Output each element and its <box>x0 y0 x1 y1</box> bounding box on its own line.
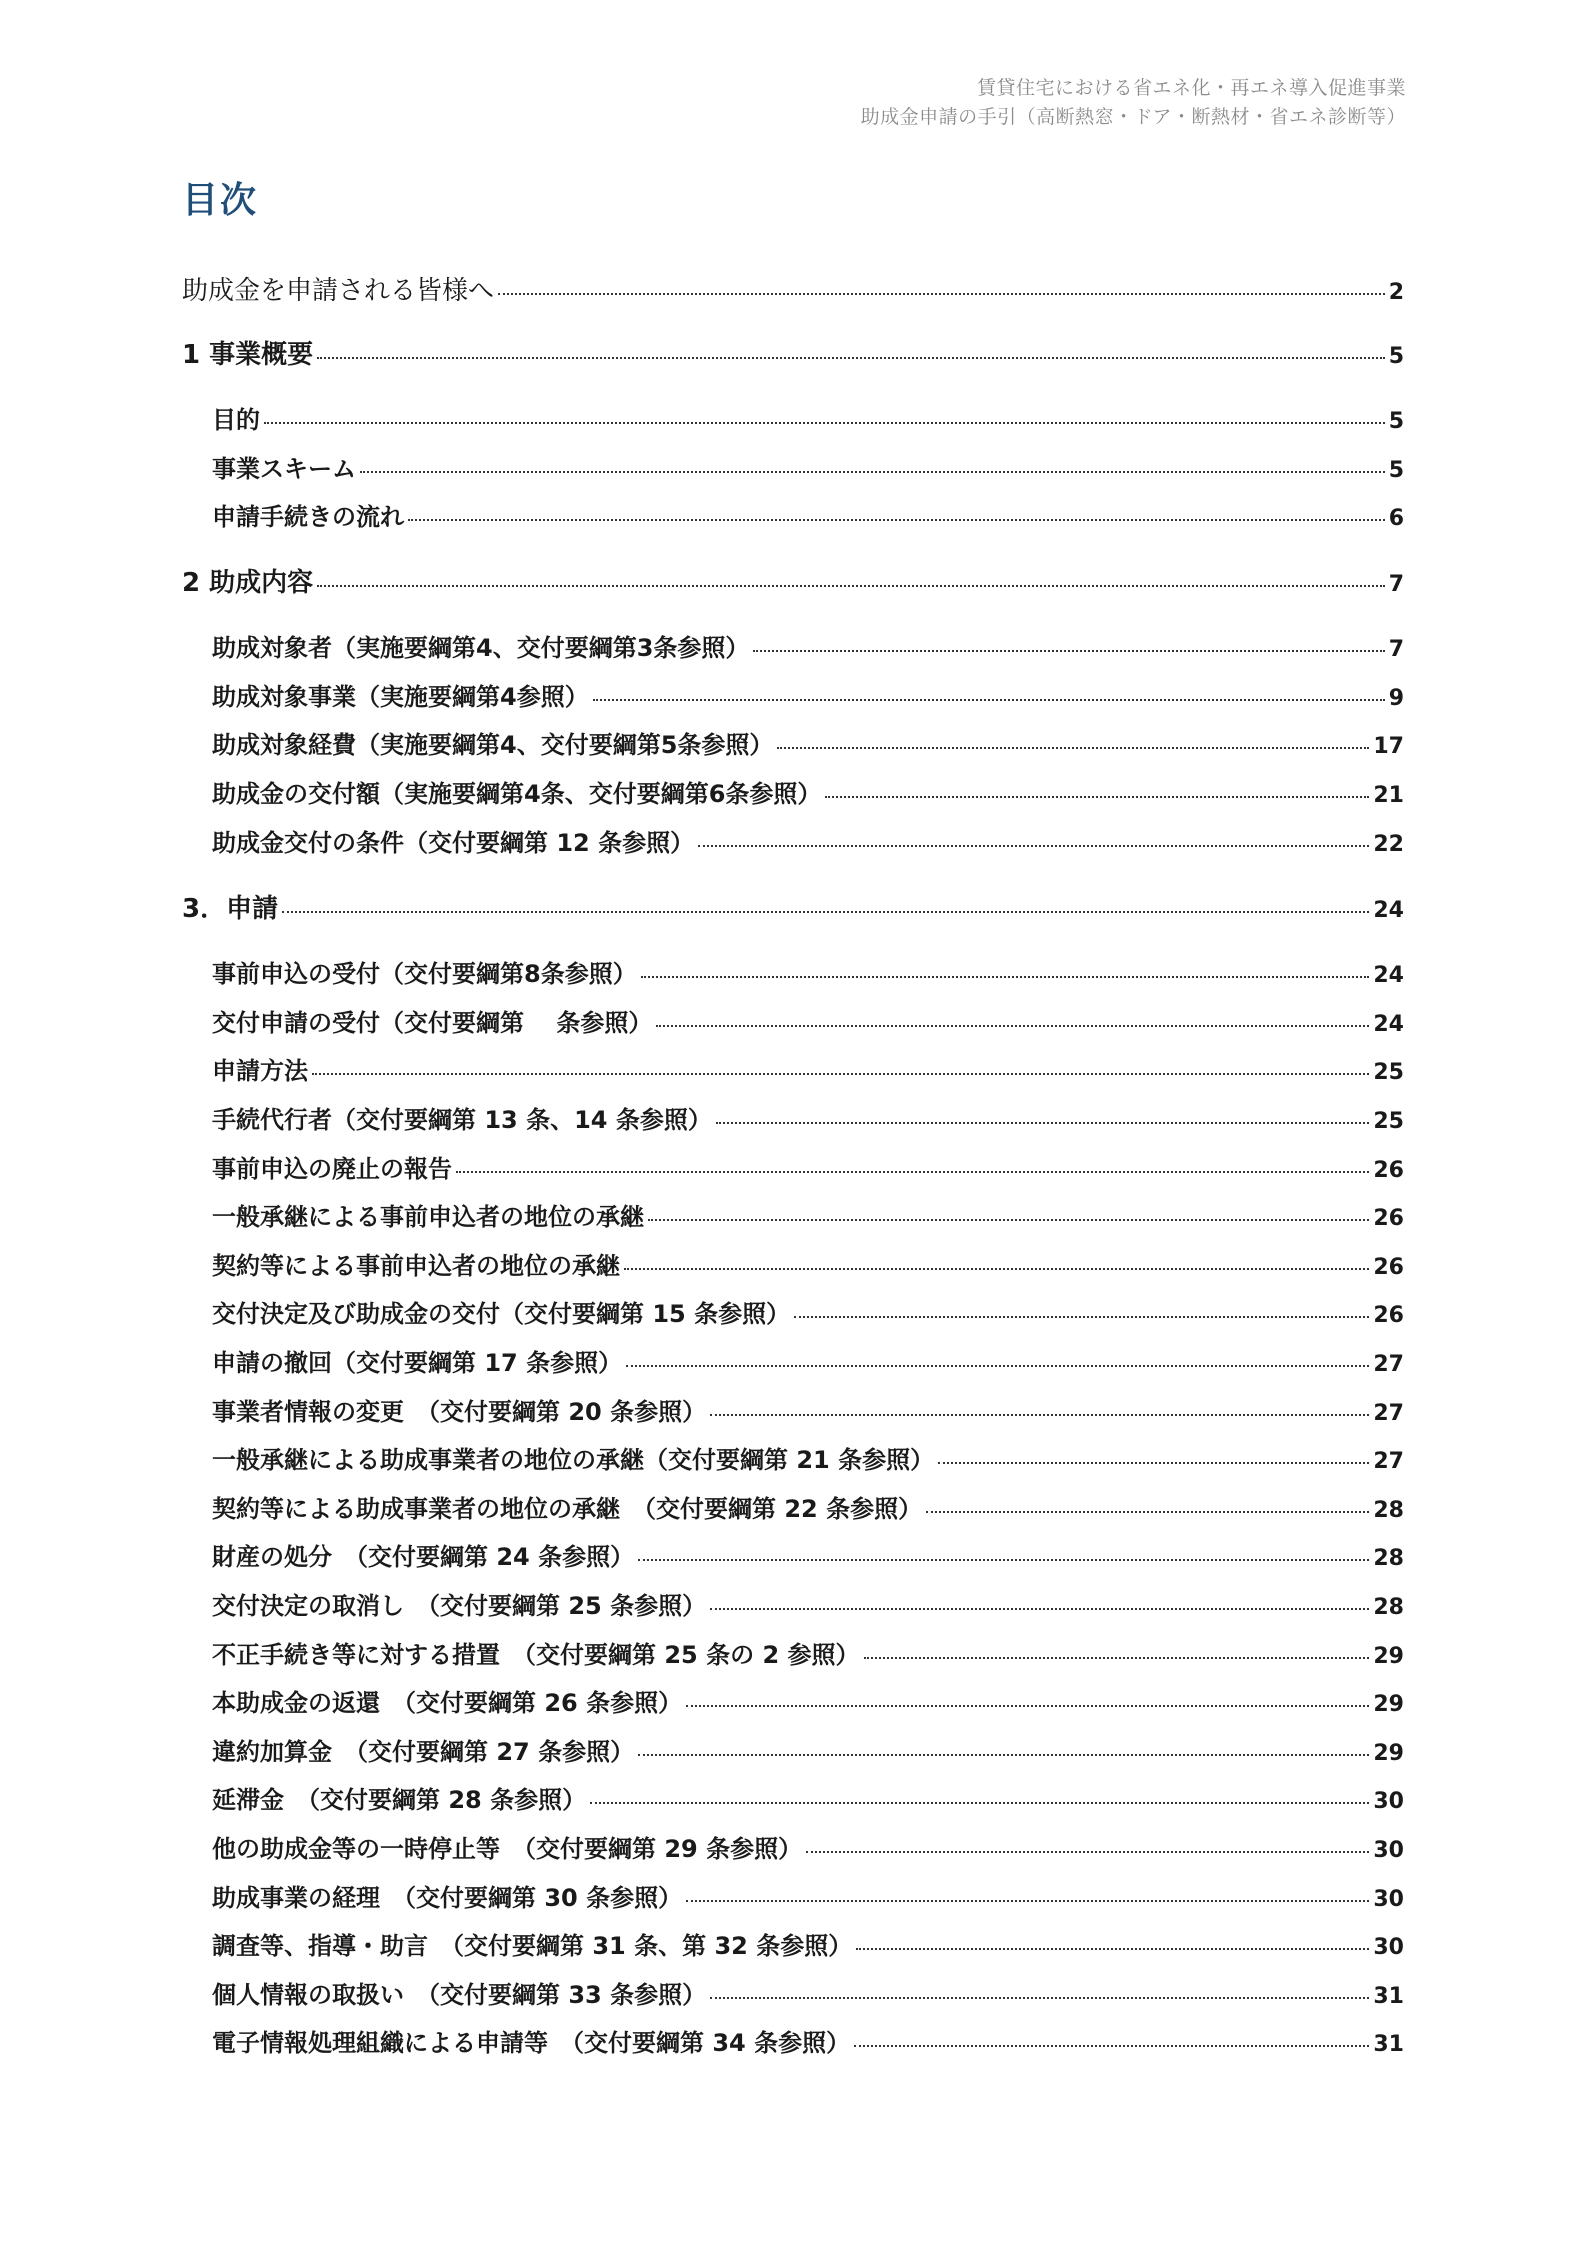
toc-section-heading[interactable] <box>182 888 1404 925</box>
toc-entry-label: 交付決定及び助成金の交付（交付要綱第 15 条参照） <box>212 1300 791 1328</box>
toc-entry-page: 26 <box>1373 1255 1404 1280</box>
toc-entry[interactable] <box>212 1829 1404 1864</box>
toc-entry[interactable] <box>212 497 1404 532</box>
running-header <box>861 74 1406 132</box>
toc-entry-page: 26 <box>1373 1206 1404 1231</box>
toc-entry-page: 24 <box>1373 1012 1404 1037</box>
toc-entry-label: 契約等による事前申込者の地位の承継 <box>212 1252 620 1280</box>
toc-entry[interactable] <box>212 677 1404 712</box>
toc-entry[interactable] <box>212 774 1404 809</box>
toc-dot-leader <box>794 1316 1369 1318</box>
toc-dot-leader <box>456 1171 1369 1173</box>
toc-entry-page: 30 <box>1373 1838 1404 1863</box>
toc-entry-label: 助成対象経費（実施要綱第4、交付要綱第5条参照） <box>212 731 774 759</box>
toc-entry-page: 30 <box>1373 1789 1404 1814</box>
toc-entry-page: 30 <box>1373 1887 1404 1912</box>
toc-entry-page: 31 <box>1373 2032 1404 2057</box>
toc-entry[interactable] <box>182 270 1404 307</box>
toc-dot-leader <box>777 747 1369 749</box>
toc-entry-page: 9 <box>1388 686 1404 711</box>
toc-dot-leader <box>806 1851 1369 1853</box>
toc-entry-page: 17 <box>1373 734 1404 759</box>
toc-entry-label: 事業スキーム <box>212 455 356 483</box>
toc-entry-label: 電子情報処理組織による申請等 （交付要綱第 34 条参照） <box>212 2029 851 2057</box>
toc-entry-page: 27 <box>1373 1449 1404 1474</box>
toc-entry[interactable] <box>212 1683 1404 1718</box>
toc-dot-leader <box>626 1365 1369 1367</box>
toc-entry-page: 6 <box>1388 506 1404 531</box>
toc-entry[interactable] <box>212 1392 1404 1427</box>
toc-entry-page: 21 <box>1373 783 1404 808</box>
toc-entry-page: 28 <box>1373 1546 1404 1571</box>
toc-entry-label: 助成事業の経理 （交付要綱第 30 条参照） <box>212 1884 683 1912</box>
toc-entry[interactable] <box>212 1489 1404 1524</box>
toc-entry-label: 延滞金 （交付要綱第 28 条参照） <box>212 1786 587 1814</box>
toc-dot-leader <box>856 1948 1369 1950</box>
toc-dot-leader <box>716 1122 1370 1124</box>
toc-dot-leader <box>624 1268 1369 1270</box>
toc-entry-page: 5 <box>1388 344 1404 369</box>
toc-dot-leader <box>710 1414 1369 1416</box>
toc-entry[interactable] <box>212 1635 1404 1670</box>
toc-entry-label: 目的 <box>212 406 260 434</box>
toc-dot-leader <box>710 1608 1369 1610</box>
header-line-1: 賃貸住宅における省エネ化・再エネ導入促進事業 <box>976 77 1406 99</box>
toc-entry[interactable] <box>212 1926 1404 1961</box>
toc-entry-label: 違約加算金 （交付要綱第 27 条参照） <box>212 1738 635 1766</box>
toc-entry-label: 不正手続き等に対する措置 （交付要綱第 25 条の 2 参照） <box>212 1641 860 1669</box>
toc-dot-leader <box>312 1073 1369 1075</box>
toc-entry-label: 申請の撤回（交付要綱第 17 条参照） <box>212 1349 623 1377</box>
toc-entry-label: 事前申込の廃止の報告 <box>212 1155 452 1183</box>
toc-entry[interactable] <box>212 1732 1404 1767</box>
toc-entry-label: 事前申込の受付（交付要綱第8条参照） <box>212 960 637 988</box>
header-line-2: 助成金申請の手引（高断熱窓・ドア・断熱材・省エネ診断等） <box>860 106 1406 128</box>
toc-entry-page: 24 <box>1373 963 1404 988</box>
toc-entry[interactable] <box>212 1051 1404 1086</box>
toc-dot-leader <box>864 1657 1370 1659</box>
toc-dot-leader <box>686 1900 1369 1902</box>
toc-dot-leader <box>926 1511 1369 1513</box>
toc-entry[interactable] <box>212 400 1404 435</box>
toc-dot-leader <box>408 519 1385 521</box>
toc-entry-label: 交付決定の取消し （交付要綱第 25 条参照） <box>212 1592 707 1620</box>
toc-entry-label: 個人情報の取扱い （交付要綱第 33 条参照） <box>212 1981 707 2009</box>
toc-entry-page: 30 <box>1373 1935 1404 1960</box>
toc-entry[interactable] <box>212 628 1404 663</box>
toc-entry-label: 助成金の交付額（実施要綱第4条、交付要綱第6条参照） <box>212 780 822 808</box>
toc-entry-label: 申請方法 <box>212 1057 308 1085</box>
toc-entry-label: 1 事業概要 <box>182 340 314 370</box>
toc-entry-page: 29 <box>1373 1692 1404 1717</box>
toc-entry-label: 2 助成内容 <box>182 568 314 598</box>
toc-entry-page: 28 <box>1373 1498 1404 1523</box>
toc-dot-leader <box>317 357 1385 359</box>
toc-entry-label: 助成金交付の条件（交付要綱第 12 条参照） <box>212 829 695 857</box>
toc-dot-leader <box>648 1219 1369 1221</box>
toc-dot-leader <box>498 293 1385 295</box>
toc-entry-page: 24 <box>1373 898 1404 923</box>
toc-entry[interactable] <box>212 449 1404 484</box>
toc-entry[interactable] <box>212 1586 1404 1621</box>
toc-entry[interactable] <box>212 1343 1404 1378</box>
toc-dot-leader <box>686 1705 1369 1707</box>
toc-dot-leader <box>825 796 1369 798</box>
toc-entry[interactable] <box>212 1780 1404 1815</box>
toc-dot-leader <box>938 1462 1369 1464</box>
toc-dot-leader <box>360 471 1385 473</box>
toc-entry-label: 事業者情報の変更 （交付要綱第 20 条参照） <box>212 1398 707 1426</box>
toc-entry[interactable] <box>212 1246 1404 1281</box>
toc-entry-label: 契約等による助成事業者の地位の承継 （交付要綱第 22 条参照） <box>212 1495 923 1523</box>
toc-entry-label: 財産の処分 （交付要綱第 24 条参照） <box>212 1543 635 1571</box>
toc-dot-leader <box>317 585 1385 587</box>
toc-entry[interactable] <box>212 1537 1404 1572</box>
toc-entry-page: 27 <box>1373 1401 1404 1426</box>
toc-entry[interactable] <box>212 954 1404 989</box>
toc-entry-page: 25 <box>1373 1060 1404 1085</box>
toc-entry-label: 調査等、指導・助言 （交付要綱第 31 条、第 32 条参照） <box>212 1932 853 1960</box>
toc-entry-page: 27 <box>1373 1352 1404 1377</box>
toc-entry[interactable] <box>212 1878 1404 1913</box>
toc-entry-label: 3．申請 <box>182 894 279 924</box>
toc-entry-page: 29 <box>1373 1741 1404 1766</box>
toc-dot-leader <box>656 1025 1369 1027</box>
toc-entry[interactable] <box>212 2023 1404 2058</box>
toc-dot-leader <box>638 1754 1369 1756</box>
toc-entry-page: 22 <box>1373 832 1404 857</box>
toc-entry-page: 28 <box>1373 1595 1404 1620</box>
toc-entry-label: 助成対象事業（実施要綱第4参照） <box>212 683 589 711</box>
toc-entry[interactable] <box>212 1197 1404 1232</box>
toc-entry[interactable] <box>212 1003 1404 1038</box>
toc-entry-page: 2 <box>1388 280 1404 305</box>
toc-dot-leader <box>638 1559 1369 1561</box>
toc-entry-page: 25 <box>1373 1109 1404 1134</box>
toc-entry-label: 申請手続きの流れ <box>212 503 404 531</box>
toc-entry[interactable] <box>212 1149 1404 1184</box>
toc-entry-label: 一般承継による事前申込者の地位の承継 <box>212 1203 644 1231</box>
toc-entry-page: 5 <box>1388 409 1404 434</box>
toc-entry-page: 29 <box>1373 1644 1404 1669</box>
toc-entry-label: 助成金を申請される皆様へ <box>182 276 495 306</box>
toc-dot-leader <box>282 911 1369 913</box>
toc-entry-page: 26 <box>1373 1158 1404 1183</box>
toc-dot-leader <box>698 845 1369 847</box>
toc-dot-leader <box>854 2045 1369 2047</box>
toc-dot-leader <box>590 1802 1369 1804</box>
toc-entry[interactable] <box>212 1975 1404 2010</box>
toc-dot-leader <box>264 422 1385 424</box>
toc-dot-leader <box>710 1997 1369 1999</box>
toc-entry[interactable] <box>212 1440 1404 1475</box>
toc-entry-label: 助成対象者（実施要綱第4、交付要綱第3条参照） <box>212 634 750 662</box>
toc-entry[interactable] <box>212 1294 1404 1329</box>
toc-dot-leader <box>593 699 1385 701</box>
toc-entry[interactable] <box>212 823 1404 858</box>
toc-entry-label: 一般承継による助成事業者の地位の承継（交付要綱第 21 条参照） <box>212 1446 935 1474</box>
toc-dot-leader <box>753 650 1384 652</box>
toc-entry-label: 手続代行者（交付要綱第 13 条、14 条参照） <box>212 1106 712 1134</box>
toc-entry-page: 26 <box>1373 1303 1404 1328</box>
toc-dot-leader <box>641 976 1370 978</box>
toc-entry-page: 7 <box>1388 572 1404 597</box>
toc-entry[interactable] <box>212 1100 1404 1135</box>
toc-title: 目次 <box>182 180 259 221</box>
toc-entry-page: 31 <box>1373 1984 1404 2009</box>
toc-entry-page: 5 <box>1388 458 1404 483</box>
toc-entry-label: 本助成金の返還 （交付要綱第 26 条参照） <box>212 1689 683 1717</box>
toc-section-heading[interactable] <box>182 562 1404 599</box>
toc-entry[interactable] <box>212 725 1404 760</box>
toc-entry-label: 他の助成金等の一時停止等 （交付要綱第 29 条参照） <box>212 1835 803 1863</box>
toc-section-heading[interactable] <box>182 334 1404 371</box>
toc-entry-label: 交付申請の受付（交付要綱第 条参照） <box>212 1009 653 1037</box>
toc-entry-page: 7 <box>1388 637 1404 662</box>
